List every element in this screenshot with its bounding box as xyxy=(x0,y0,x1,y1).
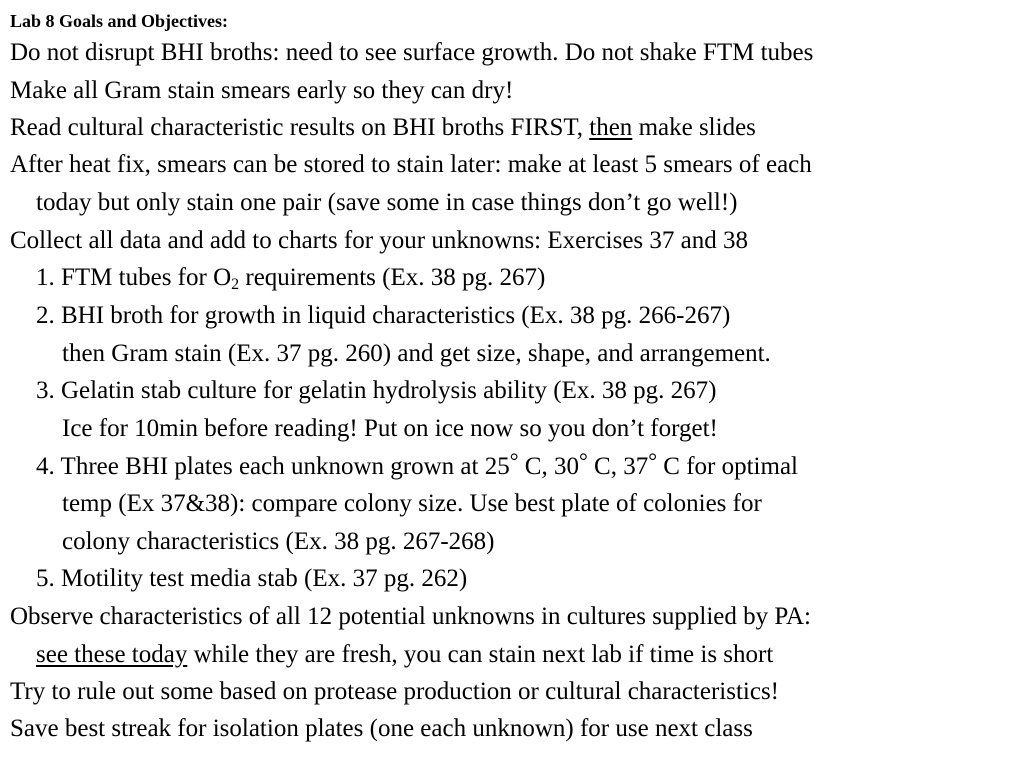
list-item-4-part-3: C, 37 xyxy=(587,453,649,480)
list-item-4-continuation-1: temp (Ex 37&38): compare colony size. Use best plate of colonies for xyxy=(62,490,762,517)
degree-symbol-3: ° xyxy=(648,448,658,473)
list-item-1-end: requirements (Ex. 38 pg. 267) xyxy=(239,264,546,291)
list-item-5-motility: 5. Motility test media stab (Ex. 37 pg. 262) xyxy=(36,565,468,592)
list-item-1-ftm xyxy=(36,263,545,293)
list-item-3-continuation: Ice for 10min before reading! Put on ice now so you don’t forget! xyxy=(62,415,718,442)
text-line-4: After heat fix, smears can be stored to stain later: make at least 5 smears of each xyxy=(10,151,812,178)
slide-title: Lab 8 Goals and Objectives: xyxy=(10,11,229,31)
text-line-6: Collect all data and add to charts for your unknowns: Exercises 37 and 38 xyxy=(10,227,749,254)
list-item-4-part-4: C for optimal xyxy=(657,453,798,480)
text-line-5: today but only stain one pair (save some in case things don’t go well!) xyxy=(36,189,738,216)
list-item-3-gelatin: 3. Gelatin stab culture for gelatin hydrolysis ability (Ex. 38 pg. 267) xyxy=(36,377,717,404)
text-line-3-start: Read cultural characteristic results on BHI broths FIRST, xyxy=(10,114,590,141)
underlined-see-these-today: see these today xyxy=(36,641,188,668)
degree-symbol-2: ° xyxy=(578,448,588,473)
text-line-1: Do not disrupt BHI broths: need to see surface growth. Do not shake FTM tubes xyxy=(10,39,814,66)
list-item-4-continuation-2: colony characteristics (Ex. 38 pg. 267-268) xyxy=(62,528,495,555)
text-line-3 xyxy=(10,113,756,143)
list-item-2-continuation: then Gram stain (Ex. 37 pg. 260) and get size, shape, and arrangement. xyxy=(62,340,771,367)
list-item-4-part-1: 4. Three BHI plates each unknown grown at 25 xyxy=(36,453,510,480)
list-item-1-start: 1. FTM tubes for O xyxy=(36,264,232,291)
text-line-rule-out: Try to rule out some based on protease production or cultural characteristics! xyxy=(10,678,779,705)
o2-subscript: 2 xyxy=(231,276,240,293)
degree-symbol-1: ° xyxy=(509,448,519,473)
text-line-save-streak: Save best streak for isolation plates (one each unknown) for use next class xyxy=(10,715,753,742)
text-line-2: Make all Gram stain smears early so they can dry! xyxy=(10,77,514,104)
text-line-see-today xyxy=(36,640,773,670)
text-line-see-today-end: while they are fresh, you can stain next lab if time is short xyxy=(187,641,774,668)
text-line-3-end: make slides xyxy=(632,114,756,141)
list-item-4-part-2: C, 30 xyxy=(518,453,579,480)
list-item-2-bhi-broth: 2. BHI broth for growth in liquid characteristics (Ex. 38 pg. 266-267) xyxy=(36,302,731,329)
text-line-observe: Observe characteristics of all 12 potential unknowns in cultures supplied by PA: xyxy=(10,603,812,630)
list-item-4-plates xyxy=(36,448,798,482)
underlined-then: then xyxy=(589,114,633,141)
